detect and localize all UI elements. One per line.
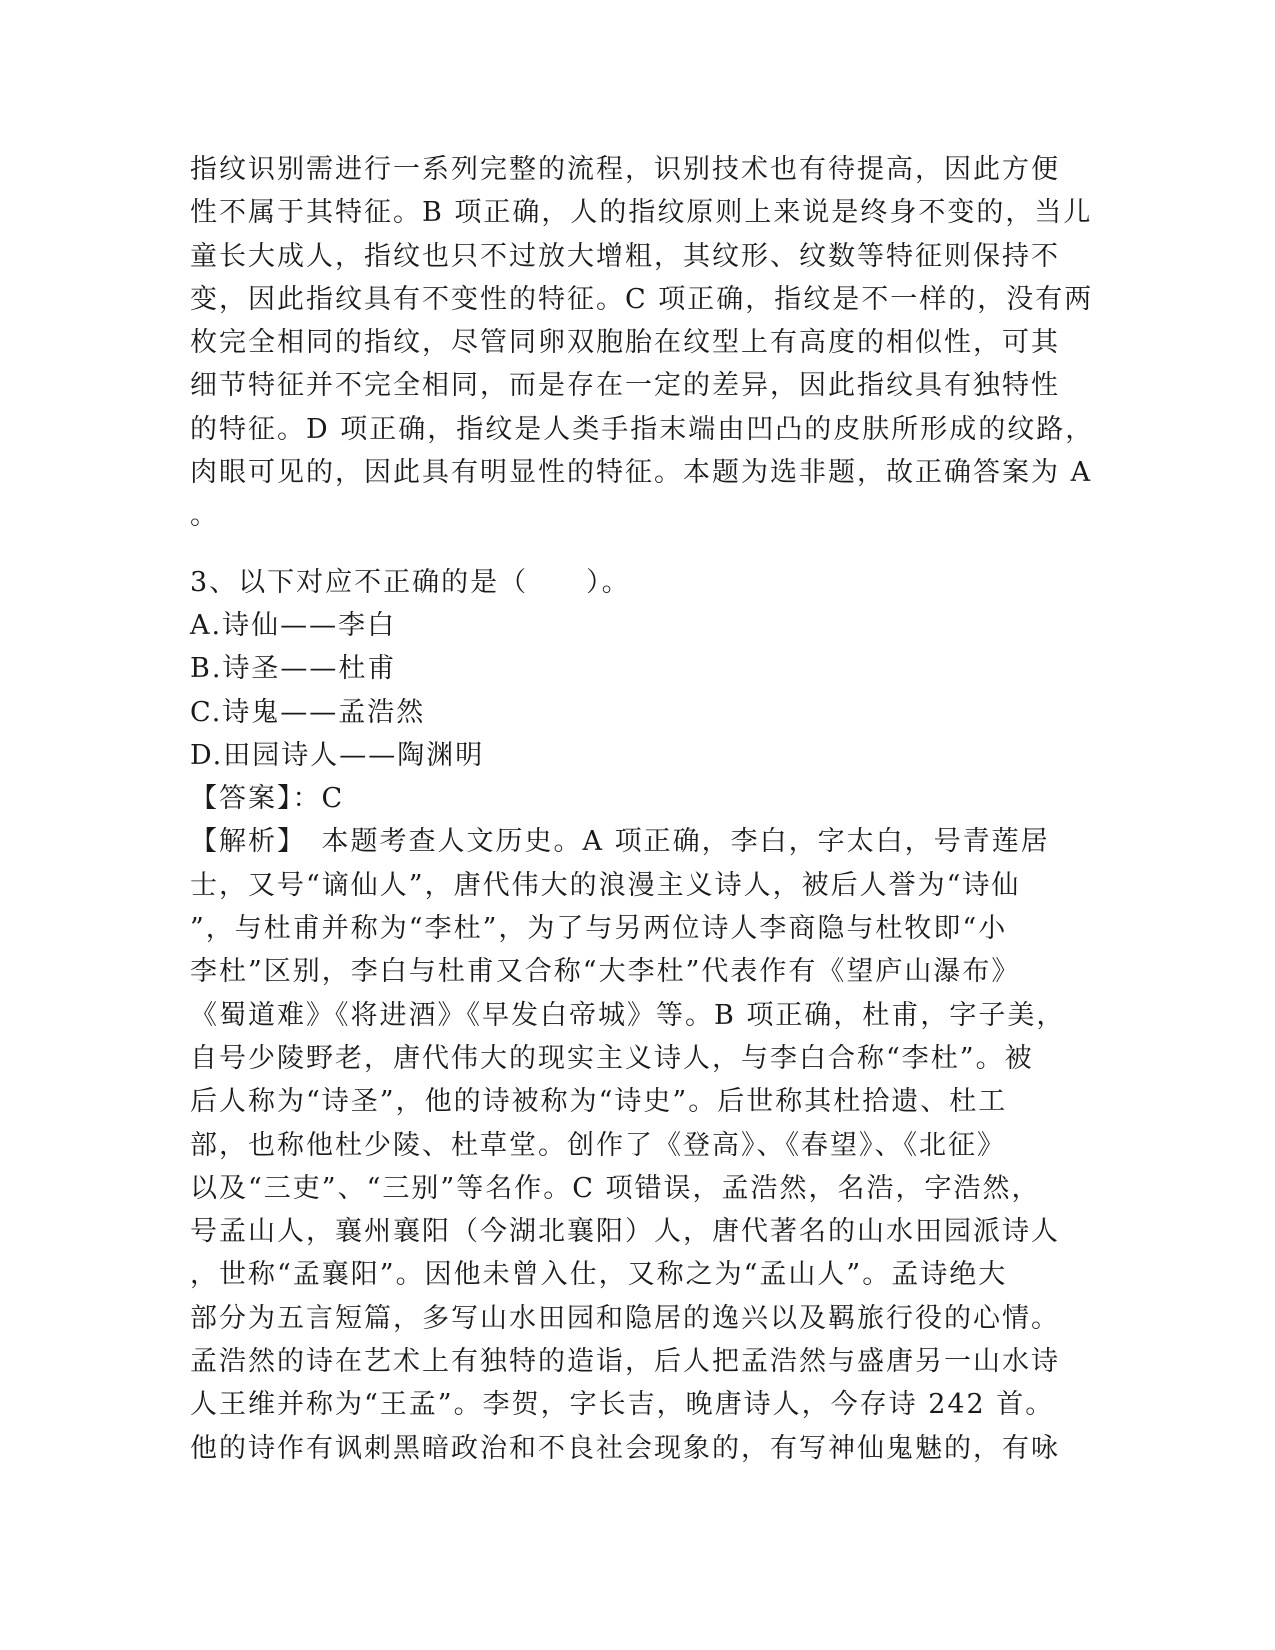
question-block: [190, 561, 1090, 1470]
analysis: [190, 820, 1090, 1469]
option-a: A.诗仙——李白: [190, 609, 397, 641]
analysis-line: 自号少陵野老，唐代伟大的现实主义诗人，与李白合称“李杜”。被: [190, 1042, 1034, 1074]
analysis-line: 部，也称他杜少陵、杜草堂。创作了《登高》、《春望》、《北征》: [190, 1129, 1006, 1161]
analysis-line: 士，又号“谪仙人”，唐代伟大的浪漫主义诗人，被后人誉为“诗仙: [190, 869, 1021, 901]
text-line: 的特征。D 项正确，指纹是人类手指末端由凹凸的皮肤所形成的纹路，: [190, 413, 1095, 445]
analysis-line: 《蜀道难》《将进酒》《早发白帝城》等。B 项正确，杜甫，字子美，: [190, 999, 1066, 1031]
previous-explanation: [190, 148, 1095, 538]
analysis-line: 以及“三吏”、“三别”等名作。C 项错误，孟浩然，名浩，字浩然，: [190, 1172, 1041, 1204]
text-line: 枚完全相同的指纹，尽管同卵双胞胎在纹型上有高度的相似性，可其: [190, 327, 1060, 359]
text-line: 指纹识别需进行一系列完整的流程，识别技术也有待提高，因此方便: [190, 154, 1060, 185]
analysis-line: 号孟山人，襄州襄阳（今湖北襄阳）人，唐代著名的山水田园派诗人: [190, 1216, 1060, 1248]
analysis-line: 他的诗作有讽刺黑暗政治和不良社会现象的，有写神仙鬼魅的，有咏: [190, 1432, 1060, 1464]
analysis-line: 李杜”区别，李白与杜甫又合称“大李杜”代表作有《望庐山瀑布》: [190, 956, 1021, 988]
text-line: 变，因此指纹具有不变性的特征。C 项正确，指纹是不一样的，没有两: [190, 283, 1094, 315]
option-d: D.田园诗人——陶渊明: [190, 739, 485, 771]
paragraph-gap: [190, 538, 1090, 561]
analysis-line: 人王维并称为“王孟”。李贺，字长吉，晚唐诗人，今存诗 242 首。: [190, 1389, 1055, 1421]
answer-line: 【答案】：C: [190, 783, 345, 815]
analysis-line: 【解析】 本题考查人文历史。A 项正确，李白，字太白，号青莲居: [190, 826, 1050, 858]
text-line: 肉眼可见的，因此具有明显性的特征。本题为选非题，故正确答案为 A: [190, 457, 1093, 489]
analysis-line: 部分为五言短篇，多写山水田园和隐居的逸兴以及羁旅行役的心情。: [190, 1302, 1060, 1334]
text-line: 童长大成人，指纹也只不过放大增粗，其纹形、纹数等特征则保持不: [190, 240, 1060, 272]
analysis-line: ，世称“孟襄阳”。因他未曾入仕，又称之为“孟山人”。孟诗绝大: [190, 1259, 1008, 1291]
analysis-line: ”，与杜甫并称为“李杜”，为了与另两位诗人李商隐与杜牧即“小: [190, 913, 1008, 945]
analysis-line: 孟浩然的诗在艺术上有独特的造诣，后人把孟浩然与盛唐另一山水诗: [190, 1346, 1060, 1378]
page-content: [190, 148, 1095, 1470]
text-line: 性不属于其特征。B 项正确，人的指纹原则上来说是终身不变的，当儿: [190, 197, 1093, 229]
text-line: 。: [190, 500, 219, 532]
option-c: C.诗鬼——孟浩然: [190, 696, 426, 728]
question-stem: 3、以下对应不正确的是（ ）。: [190, 566, 631, 598]
analysis-line: 后人称为“诗圣”，他的诗被称为“诗史”。后世称其杜拾遗、杜工: [190, 1086, 1008, 1118]
option-b: B.诗圣——杜甫: [190, 653, 397, 685]
text-line: 细节特征并不完全相同，而是存在一定的差异，因此指纹具有独特性: [190, 370, 1060, 402]
